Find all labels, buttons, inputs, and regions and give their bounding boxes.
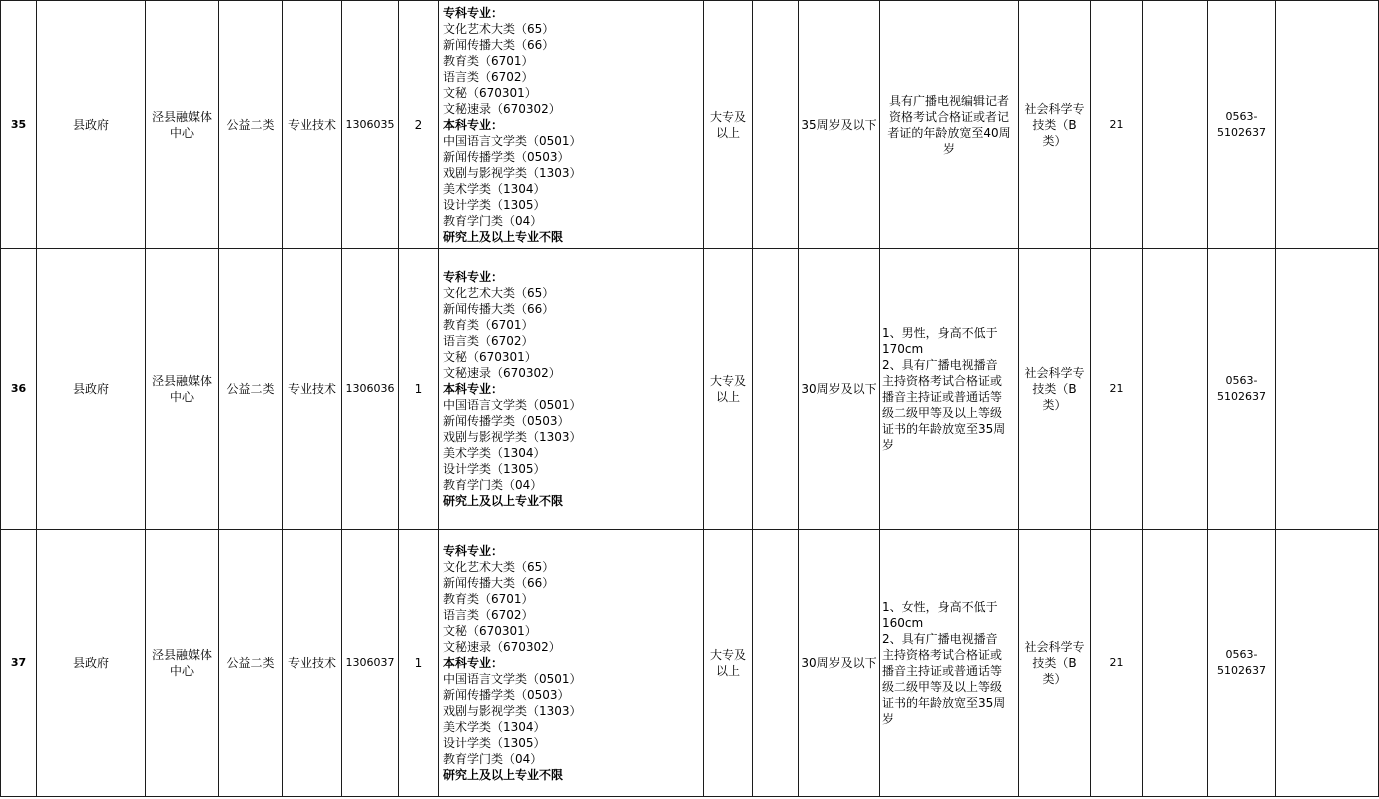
condition-line: 160cm <box>882 616 924 630</box>
majors-heading: 本科专业： <box>443 117 504 132</box>
exam-category-line: 技类（B <box>1032 656 1077 670</box>
major-line: 文秘（670301） <box>443 85 537 100</box>
condition-line: 主持资格考试合格证或 <box>882 374 1003 388</box>
empty-cell[interactable] <box>1276 530 1379 797</box>
unit-type-cell[interactable] <box>219 1 283 249</box>
major-line: 中国语言文学类（0501） <box>443 672 582 686</box>
exam-category-cell[interactable] <box>1019 249 1091 530</box>
major-line: 新闻传播学类（0503） <box>443 414 570 428</box>
majors-heading: 本科专业： <box>443 656 504 670</box>
unit-cell[interactable] <box>146 1 219 249</box>
age-cell[interactable] <box>799 1 880 249</box>
empty-cell[interactable] <box>753 249 799 530</box>
post-code-cell[interactable] <box>342 249 399 530</box>
majors-heading: 专科专业： <box>443 270 504 284</box>
unit-cell[interactable] <box>146 530 219 797</box>
education-cell[interactable] <box>704 530 753 797</box>
phone-cell[interactable] <box>1208 530 1276 797</box>
education-line: 以上 <box>715 125 740 140</box>
majors-heading: 专科专业： <box>443 5 504 20</box>
phone-line: 5102637 <box>1217 390 1266 403</box>
major-line: 教育学门类（04） <box>443 478 543 492</box>
post-type-text: 专业技术 <box>287 656 336 670</box>
condition-line: 级二级甲等及以上等级 <box>882 680 1003 694</box>
post-type-cell[interactable] <box>283 249 342 530</box>
major-line: 新闻传播大类（66） <box>443 302 555 316</box>
age-cell[interactable] <box>799 530 880 797</box>
post-count-cell[interactable] <box>399 249 439 530</box>
phone-cell[interactable] <box>1208 249 1276 530</box>
major-line: 教育类（6701） <box>443 592 534 606</box>
major-line: 文秘速录（670302） <box>443 101 561 116</box>
department-text: 县政府 <box>72 382 109 396</box>
condition-line: 证书的年龄放宽至35周 <box>882 696 1006 710</box>
exam-code-text: 21 <box>1109 656 1124 669</box>
phone-cell[interactable] <box>1208 1 1276 249</box>
post-count-text: 1 <box>414 382 423 396</box>
major-line: 戏剧与影视学类（1303） <box>443 165 582 180</box>
empty-cell[interactable] <box>753 530 799 797</box>
department-cell[interactable] <box>37 1 146 249</box>
exam-code-text: 21 <box>1109 117 1124 131</box>
row-number-cell[interactable] <box>1 530 37 797</box>
post-count-text: 1 <box>414 656 423 670</box>
major-line: 文秘（670301） <box>443 624 537 638</box>
majors-cell[interactable] <box>439 249 704 530</box>
majors-graduate-note: 研究上及以上专业不限 <box>443 229 564 244</box>
major-line: 中国语言文学类（0501） <box>443 398 582 412</box>
major-line: 新闻传播大类（66） <box>443 37 555 52</box>
major-line: 新闻传播大类（66） <box>443 576 555 590</box>
unit-line: 泾县融媒体 <box>151 648 212 662</box>
unit-type-cell[interactable] <box>219 249 283 530</box>
major-line: 语言类（6702） <box>443 334 534 348</box>
major-line: 教育学门类（04） <box>443 213 543 228</box>
post-count-cell[interactable] <box>399 530 439 797</box>
post-code-cell[interactable] <box>342 1 399 249</box>
exam-category-line: 社会科学专 <box>1024 101 1085 116</box>
post-code-cell[interactable] <box>342 530 399 797</box>
row-number: 36 <box>10 382 27 395</box>
post-type-cell[interactable] <box>283 530 342 797</box>
unit-type-cell[interactable] <box>219 530 283 797</box>
major-line: 文化艺术大类（65） <box>443 21 555 36</box>
post-type-cell[interactable] <box>283 1 342 249</box>
row-number-cell[interactable] <box>1 249 37 530</box>
post-type-text: 专业技术 <box>287 117 336 132</box>
table-row <box>1 249 1379 530</box>
major-line: 文秘速录（670302） <box>443 366 561 380</box>
exam-category-line: 技类（B <box>1032 382 1077 396</box>
education-line: 大专及 <box>709 109 746 124</box>
conditions-cell[interactable] <box>880 530 1019 797</box>
major-line: 美术学类（1304） <box>443 446 546 460</box>
exam-category-line: 类） <box>1042 133 1067 148</box>
post-type-text: 专业技术 <box>287 382 336 396</box>
row-number: 35 <box>10 117 27 131</box>
age-text: 30周岁及以下 <box>801 656 877 670</box>
condition-line: 岁 <box>882 438 895 452</box>
major-line: 设计学类（1305） <box>443 197 546 212</box>
condition-line: 主持资格考试合格证或 <box>882 648 1003 662</box>
major-line: 语言类（6702） <box>443 69 534 84</box>
department-text: 县政府 <box>72 117 109 132</box>
exam-category-line: 技类（B <box>1032 117 1077 132</box>
empty-cell[interactable] <box>1143 530 1208 797</box>
major-line: 文秘（670301） <box>443 350 537 364</box>
condition-line: 170cm <box>882 342 924 356</box>
major-line: 语言类（6702） <box>443 608 534 622</box>
education-cell[interactable] <box>704 1 753 249</box>
phone-line: 0563- <box>1225 648 1258 661</box>
table-row <box>1 1 1379 249</box>
conditions-cell[interactable] <box>880 1 1019 249</box>
major-line: 美术学类（1304） <box>443 720 546 734</box>
table-row <box>1 530 1379 797</box>
condition-line: 岁 <box>882 712 895 726</box>
exam-code-cell[interactable] <box>1091 1 1143 249</box>
condition-line: 级二级甲等及以上等级 <box>882 406 1003 420</box>
empty-cell[interactable] <box>753 1 799 249</box>
department-cell[interactable] <box>37 530 146 797</box>
condition-line: 证书的年龄放宽至35周 <box>882 422 1006 436</box>
empty-cell[interactable] <box>1143 1 1208 249</box>
majors-cell[interactable] <box>439 530 704 797</box>
row-number-cell[interactable] <box>1 1 37 249</box>
major-line: 文化艺术大类（65） <box>443 286 555 300</box>
major-line: 教育学门类（04） <box>443 752 543 766</box>
condition-line: 岁 <box>942 141 955 156</box>
education-line: 以上 <box>715 390 740 404</box>
empty-cell[interactable] <box>1276 249 1379 530</box>
age-text: 35周岁及以下 <box>801 117 877 132</box>
majors-graduate-note: 研究上及以上专业不限 <box>443 768 564 782</box>
unit-line: 泾县融媒体 <box>151 109 212 124</box>
post-code-text: 1306035 <box>345 117 395 131</box>
empty-cell[interactable] <box>1143 249 1208 530</box>
age-text: 30周岁及以下 <box>801 382 877 396</box>
education-line: 大专及 <box>709 374 746 388</box>
condition-line: 1、女性，身高不低于 <box>882 600 998 614</box>
department-text: 县政府 <box>72 656 109 670</box>
unit-type-text: 公益二类 <box>226 656 275 670</box>
major-line: 中国语言文学类（0501） <box>443 133 582 148</box>
major-line: 美术学类（1304） <box>443 181 546 196</box>
post-code-text: 1306036 <box>345 382 395 395</box>
post-count-text: 2 <box>414 117 423 132</box>
department-cell[interactable] <box>37 249 146 530</box>
exam-code-cell[interactable] <box>1091 249 1143 530</box>
condition-line: 2、具有广播电视播音 <box>882 632 998 646</box>
major-line: 教育类（6701） <box>443 53 534 68</box>
unit-type-text: 公益二类 <box>226 117 275 132</box>
major-line: 文秘速录（670302） <box>443 640 561 654</box>
exam-category-cell[interactable] <box>1019 530 1091 797</box>
exam-category-line: 类） <box>1042 398 1067 412</box>
unit-cell[interactable] <box>146 249 219 530</box>
age-cell[interactable] <box>799 249 880 530</box>
majors-heading: 本科专业： <box>443 382 504 396</box>
major-line: 设计学类（1305） <box>443 462 546 476</box>
post-code-text: 1306037 <box>345 656 395 669</box>
exam-code-cell[interactable] <box>1091 530 1143 797</box>
condition-line: 2、具有广播电视播音 <box>882 358 998 372</box>
education-line: 大专及 <box>709 648 746 662</box>
condition-line: 资格考试合格证或者记 <box>888 109 1009 124</box>
exam-code-text: 21 <box>1109 382 1124 395</box>
major-line: 新闻传播学类（0503） <box>443 149 570 164</box>
phone-line: 0563- <box>1225 374 1258 387</box>
education-cell[interactable] <box>704 249 753 530</box>
condition-line: 播音主持证或普通话等 <box>882 664 1003 678</box>
major-line: 戏剧与影视学类（1303） <box>443 430 582 444</box>
major-line: 戏剧与影视学类（1303） <box>443 704 582 718</box>
post-count-cell[interactable] <box>399 1 439 249</box>
condition-line: 播音主持证或普通话等 <box>882 390 1003 404</box>
major-line: 设计学类（1305） <box>443 736 546 750</box>
majors-heading: 专科专业： <box>443 544 504 558</box>
unit-line: 泾县融媒体 <box>151 374 212 388</box>
unit-line: 中心 <box>169 390 194 404</box>
exam-category-line: 类） <box>1042 672 1067 686</box>
row-number: 37 <box>10 656 27 669</box>
majors-cell[interactable] <box>439 1 704 249</box>
major-line: 新闻传播学类（0503） <box>443 688 570 702</box>
major-line: 教育类（6701） <box>443 318 534 332</box>
education-line: 以上 <box>715 664 740 678</box>
condition-line: 者证的年龄放宽至40周 <box>887 125 1011 140</box>
majors-graduate-note: 研究上及以上专业不限 <box>443 494 564 508</box>
exam-category-line: 社会科学专 <box>1024 366 1085 380</box>
condition-line: 具有广播电视编辑记者 <box>888 93 1009 108</box>
unit-line: 中心 <box>169 664 194 678</box>
condition-line: 1、男性，身高不低于 <box>882 326 998 340</box>
unit-type-text: 公益二类 <box>226 382 275 396</box>
exam-category-line: 社会科学专 <box>1024 640 1085 654</box>
phone-line: 5102637 <box>1217 664 1266 677</box>
phone-line: 5102637 <box>1217 125 1266 139</box>
conditions-cell[interactable] <box>880 249 1019 530</box>
major-line: 文化艺术大类（65） <box>443 560 555 574</box>
exam-category-cell[interactable] <box>1019 1 1091 249</box>
unit-line: 中心 <box>169 125 194 140</box>
empty-cell[interactable] <box>1276 1 1379 249</box>
phone-line: 0563- <box>1225 109 1258 123</box>
